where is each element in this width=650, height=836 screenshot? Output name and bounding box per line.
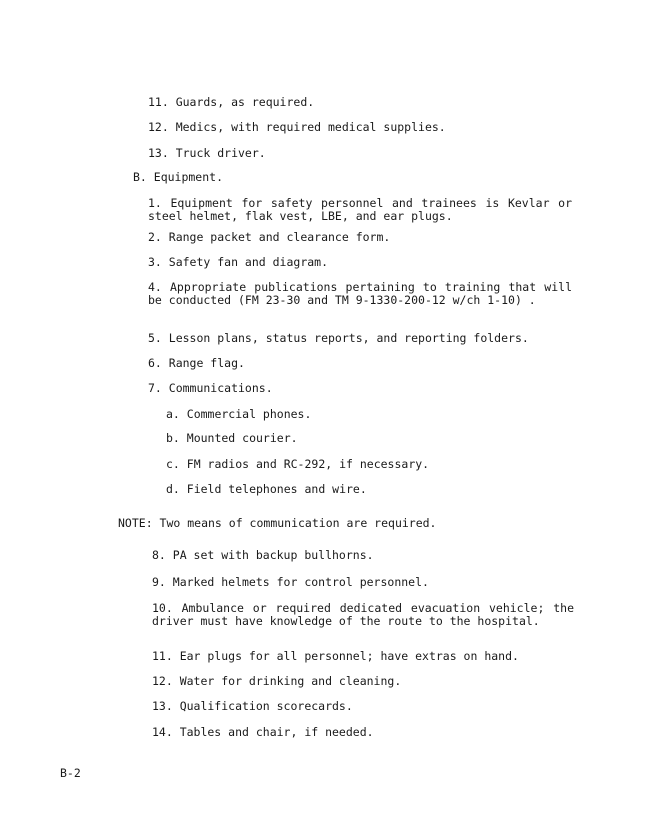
- personnel-item-11: 11. Guards, as required.: [148, 95, 315, 109]
- equipment-item-6: 6. Range flag.: [148, 356, 245, 370]
- equipment-item-1: 1. Equipment for safety personnel and trainees is Kevlar or steel helmet, flak vest, LBE, and ear plugs.: [148, 196, 572, 223]
- communications-item-d: d. Field telephones and wire.: [166, 482, 367, 496]
- communications-item-a: a. Commercial phones.: [166, 407, 312, 421]
- communications-item-c: c. FM radios and RC-292, if necessary.: [166, 457, 430, 471]
- page-number: B-2: [60, 766, 81, 780]
- equipment-item-10: 10. Ambulance or required dedicated evacuation vehicle; the driver must have knowledge of the route to the hospital.: [152, 601, 574, 628]
- personnel-item-12: 12. Medics, with required medical supplies.: [148, 120, 446, 134]
- equipment-item-13: 13. Qualification scorecards.: [152, 699, 353, 713]
- equipment-item-9: 9. Marked helmets for control personnel.: [152, 575, 429, 589]
- equipment-item-12: 12. Water for drinking and cleaning.: [152, 674, 402, 688]
- equipment-item-8: 8. PA set with backup bullhorns.: [152, 548, 374, 562]
- communications-item-b: b. Mounted courier.: [166, 431, 298, 445]
- personnel-item-13: 13. Truck driver.: [148, 146, 266, 160]
- note: NOTE: Two means of communication are required.: [118, 516, 437, 530]
- equipment-item-5: 5. Lesson plans, status reports, and reporting folders.: [148, 331, 529, 345]
- equipment-item-4: 4. Appropriate publications pertaining to training that will be conducted (FM 23-30 and TM 9-1330-200-12 w/ch 1-10) .: [148, 280, 572, 307]
- equipment-item-2: 2. Range packet and clearance form.: [148, 230, 391, 244]
- equipment-item-14: 14. Tables and chair, if needed.: [152, 725, 374, 739]
- equipment-item-7: 7. Communications.: [148, 381, 273, 395]
- section-heading-equipment: B. Equipment.: [133, 170, 224, 184]
- equipment-item-11: 11. Ear plugs for all personnel; have extras on hand.: [152, 649, 519, 663]
- equipment-item-3: 3. Safety fan and diagram.: [148, 255, 329, 269]
